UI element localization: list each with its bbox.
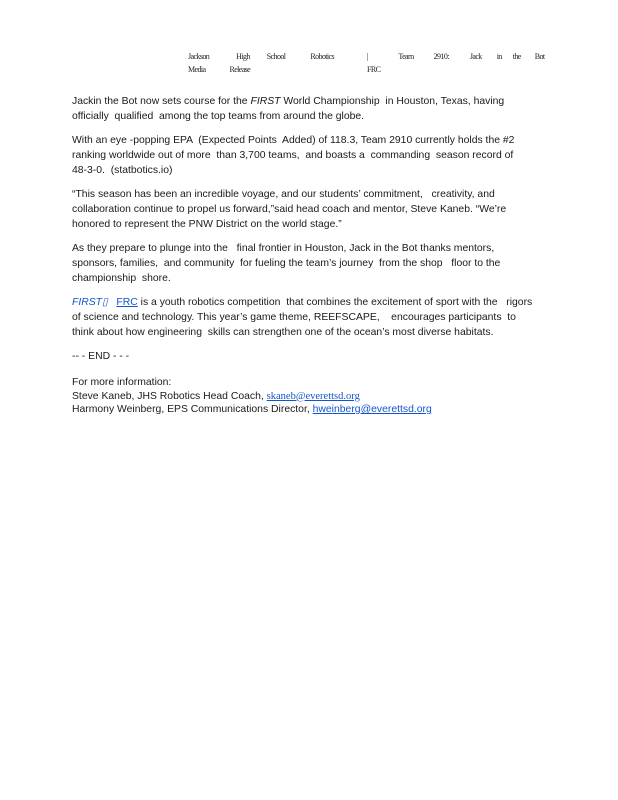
text-run: honored to represent the PNW District on the world stage.” [72, 219, 342, 230]
comms-email-link[interactable]: hweinberg@everettsd.org [312, 404, 432, 415]
end-marker: -- - END - - - [72, 351, 130, 362]
text-run: “This season has been an incredible voyage, and our students’ commitment, creativity, and [72, 189, 495, 200]
contact-block [72, 376, 552, 417]
header-word: High [236, 52, 250, 61]
contact-coach: Steve Kaneb, JHS Robotics Head Coach, [72, 390, 267, 402]
frc-link[interactable]: FRC [116, 297, 138, 308]
document-header [180, 50, 545, 76]
header-word: | FRC [367, 52, 381, 74]
header-word: in [496, 52, 502, 61]
text-run: With an eye -popping EPA (Expected Points Added) of 118.3, Team 2910 currently holds the #2 [72, 135, 515, 146]
coach-email-link[interactable]: skaneb@everettsd.org [266, 390, 360, 402]
release-body [72, 94, 552, 417]
header-word: Team [398, 52, 414, 61]
header-word: the [512, 52, 521, 61]
first-italic: FIRST [250, 96, 281, 107]
text-run: sponsors, families, and community for fueling the team’s journey from the shop floor to the [72, 258, 501, 269]
contact-comms: Harmony Weinberg, EPS Communications Director, [72, 404, 313, 415]
text-run: think about how engineering skills can strengthen one of the ocean’s most diverse habitats. [72, 327, 494, 338]
text-run: championship shore. [72, 273, 171, 284]
text-run: ranking worldwide out of more than 3,700 teams, and boasts a commanding season record of [72, 150, 514, 161]
text-run: 48-3-0. (statbotics.io) [72, 165, 173, 176]
text-run: World Championship in Houston, Texas, having [280, 96, 505, 107]
header-word: Media [188, 65, 206, 74]
text-run: collaboration continue to propel us forward,”said head coach and mentor, Steve Kaneb. “We’re [72, 204, 507, 215]
header-word: School [266, 52, 286, 61]
text-run: officially qualified among the top teams from around the globe. [72, 111, 365, 122]
text-run: As they prepare to plunge into the final frontier in Houston, Jack in the Bot thanks mentors, [72, 243, 495, 254]
header-row-2 [180, 63, 540, 76]
paragraph-epa [72, 133, 552, 178]
header-word: Jack [469, 52, 482, 61]
paragraph-about-first [72, 295, 552, 340]
contact-heading: For more information: [72, 377, 172, 388]
header-word: Jackson [188, 52, 210, 61]
paragraph-quote [72, 187, 552, 232]
paragraph-announcement [72, 94, 552, 124]
text-run: Jackin the Bot now sets course for the [72, 96, 251, 107]
header-word: Bot [534, 52, 545, 61]
text-run: of science and technology. This year’s game theme, REEFSCAPE, encourages participants to [72, 312, 516, 323]
text-run: is a youth robotics competition that combines the excitement of sport with the rigors [137, 297, 533, 308]
header-word: Robotics [310, 52, 335, 61]
header-word: Release [229, 65, 251, 74]
header-word: 2910: [433, 52, 449, 61]
paragraph-thanks [72, 241, 552, 286]
first-link[interactable]: FIRST▯ [72, 297, 108, 308]
